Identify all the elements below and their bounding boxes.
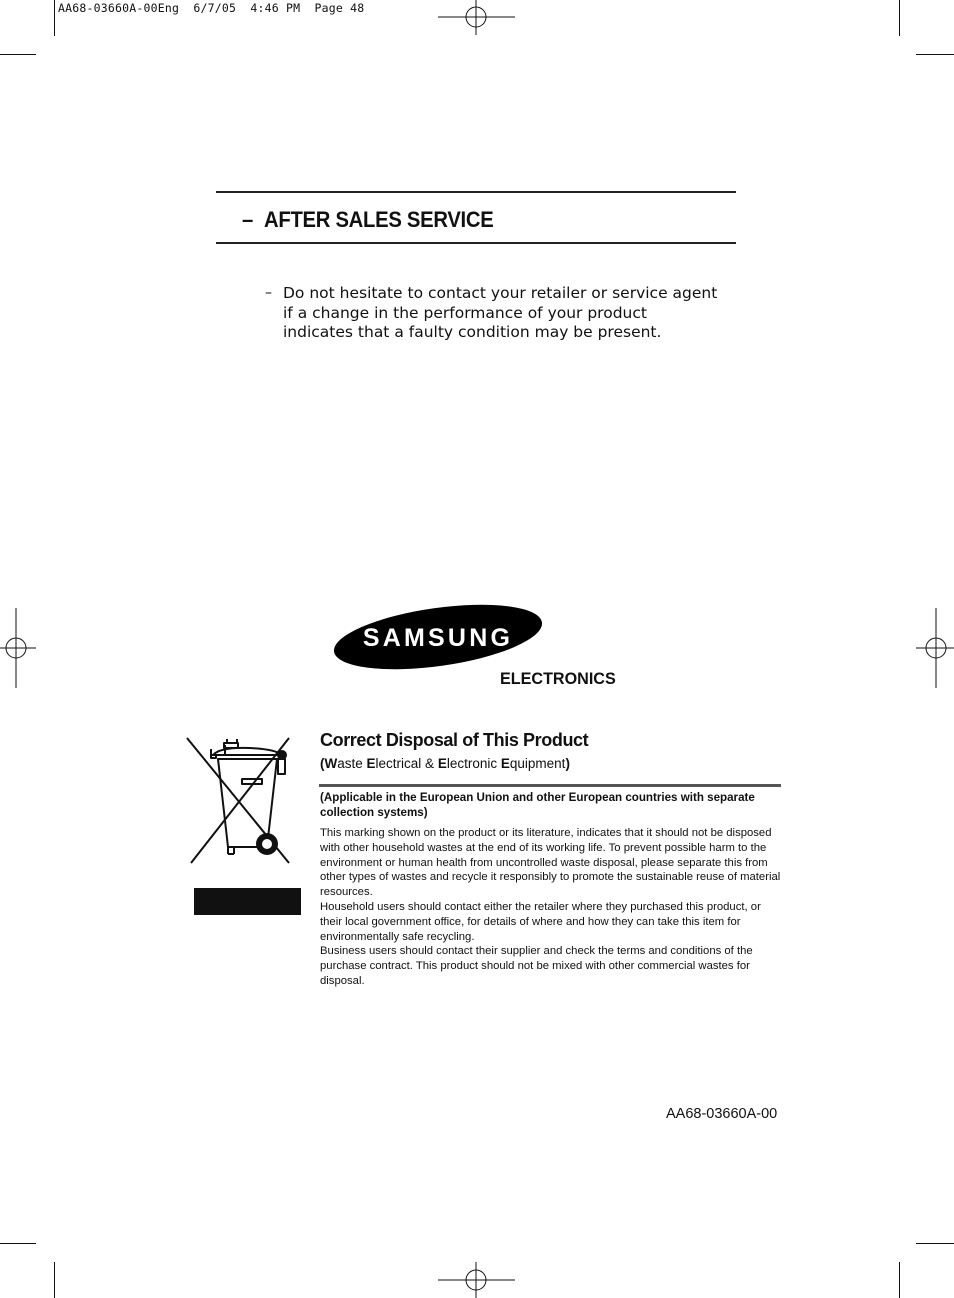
heading-dash: – [242,207,253,232]
disposal-divider [319,784,781,787]
heading-bottom-rule [216,242,736,244]
marking-bar [194,888,301,915]
section-heading [242,207,493,233]
disposal-body [320,826,782,989]
section-title: AFTER SALES SERVICE [264,207,494,232]
weee-acronym: (Waste Electrical & Electronic Equipment) [320,756,570,771]
disposal-paragraph-marking: This marking shown on the product or its literature, indicates that it should not be disposed with other household wastes at the end of its working life. To prevent possible harm to the environment or human health from uncontrolled waste disposal, please separate this from other types of wastes and recycle it responsibly to promote the sustainable reuse of material resources. [320,827,781,899]
bullet-dash: – [265,285,272,301]
electronics-label: ELECTRONICS [500,669,616,688]
document-code: AA68-03660A-00 [666,1106,778,1122]
service-advice-line-1: Do not hesitate to contact your retailer or service agent [283,284,718,302]
disposal-title: Correct Disposal of This Product [320,730,589,750]
samsung-logo [330,602,546,672]
print-slug: AA68-03660A-00Eng 6/7/05 4:46 PM Page 48 [58,1,365,15]
disposal-paragraph-business: Business users should contact their supplier and check the terms and conditions of the purchase contract. This product should not be mixed with other commercial wastes for disposal. [320,945,753,987]
service-advice-line-3: indicates that a faulty condition may be present. [283,323,662,341]
service-advice-line-2: if a change in the performance of your product [283,303,647,322]
samsung-wordmark: SAMSUNG [362,624,514,652]
crossed-out-wheelie-bin-icon [185,735,291,865]
service-advice-text [283,284,723,343]
heading-top-rule [216,191,736,193]
applicability-note: (Applicable in the European Union and other European countries with separate collection systems) [320,791,755,819]
disposal-paragraph-household: Household users should contact either the retailer where they purchased this product, or their local government office, for details of where and how they can take this item for environmentally safe recycling. [320,900,761,943]
